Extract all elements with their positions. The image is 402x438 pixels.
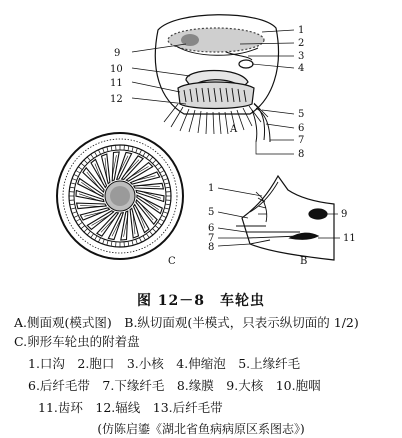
caption-parts-1: 1.口沟 2.胞口 3.小核 4.伸缩泡 5.上缘纤毛 (28, 356, 301, 371)
macronucleus-section (309, 209, 327, 219)
label-b-7: 7 (208, 233, 215, 244)
figure-c-adhesive-disc (57, 133, 183, 267)
label-b-9: 9 (341, 209, 348, 220)
label-a-4: 4 (298, 63, 305, 74)
panel-label-b: B (300, 256, 308, 267)
label-a-12: 12 (110, 94, 123, 105)
figure-a-lateral-view (155, 15, 278, 142)
figure-b-longitudinal-section (236, 176, 334, 260)
label-a-1: 1 (298, 25, 305, 36)
adhesive-disc (178, 82, 254, 109)
caption-line-disc: C.卵形车轮虫的附着盘 (14, 334, 140, 349)
label-a-7: 7 (298, 135, 305, 146)
label-a-10: 10 (110, 64, 123, 75)
label-a-5: 5 (298, 109, 305, 120)
label-a-6: 6 (298, 123, 305, 134)
label-b-6: 6 (208, 223, 215, 234)
caption-parts-2: 6.后纤毛带 7.下缘纤毛 8.缘膜 9.大核 10.胞咽 (28, 378, 321, 393)
figure-title: 图 12－8 车轮虫 (136, 293, 266, 309)
label-a-8: 8 (298, 149, 305, 160)
label-b-5: 5 (208, 207, 215, 218)
contractile-vacuole (239, 60, 253, 68)
label-a-3: 3 (298, 51, 305, 62)
label-a-9: 9 (114, 48, 121, 59)
panel-label-a: A (230, 124, 238, 135)
label-b-8: 8 (208, 242, 215, 253)
label-a-11: 11 (110, 78, 123, 89)
panel-label-c: C (168, 256, 176, 267)
caption-line-views: A.侧面观(模式图) B.纵切面观(半模式，只表示纵切面的 1/2) (14, 315, 359, 330)
cytopharynx-section (290, 233, 318, 239)
label-b-1: 1 (208, 183, 215, 194)
label-a-2: 2 (298, 38, 305, 49)
caption-parts-3: 11.齿环 12.辐线 13.后纤毛带 (38, 400, 223, 415)
label-b-11: 11 (343, 233, 356, 244)
caption-source: (仿陈启鎏《湖北省鱼病病原区系图志》) (97, 422, 305, 436)
